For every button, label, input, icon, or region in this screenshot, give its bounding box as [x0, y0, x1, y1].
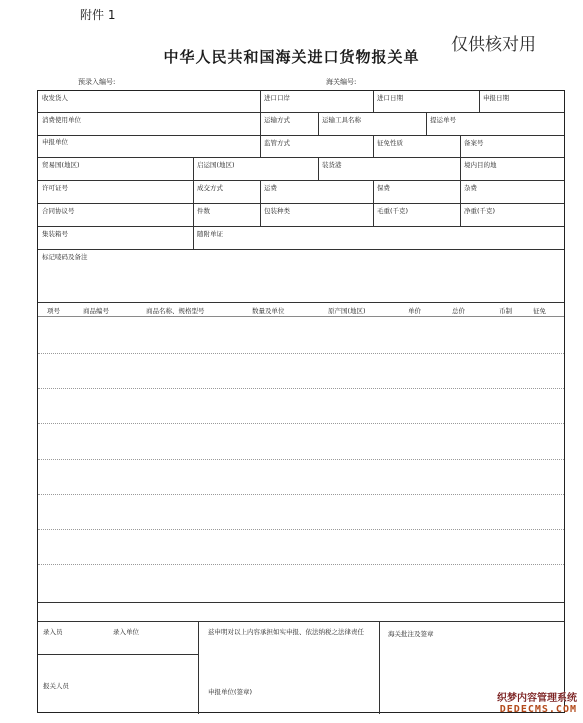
row-divider — [38, 302, 564, 303]
insurance-label: 保费 — [377, 184, 390, 192]
row-divider — [38, 157, 564, 158]
col-divider — [318, 112, 319, 135]
col-divider — [318, 157, 319, 180]
col-divider — [373, 135, 374, 157]
transport-mode-label: 运输方式 — [264, 116, 290, 124]
col-divider — [479, 91, 480, 112]
goods-col-name-spec: 商品名称、规格型号 — [146, 307, 205, 315]
footer-top-divider — [38, 621, 564, 622]
deal-mode-label: 成交方式 — [197, 184, 223, 192]
col-divider — [260, 135, 261, 157]
declaration-form — [37, 90, 565, 713]
transport-name-label: 运输工具名称 — [322, 116, 361, 124]
customs-number-label: 海关编号: — [326, 78, 357, 86]
footer-left-divider — [38, 654, 198, 655]
row-divider — [38, 249, 564, 250]
goods-col-item-no: 项号 — [47, 307, 60, 315]
goods-row-line — [38, 494, 564, 495]
goods-col-exemption: 征免 — [533, 307, 546, 315]
pre-entry-number-label: 预录入编号: — [78, 78, 116, 86]
goods-header-divider — [38, 316, 564, 317]
col-divider — [460, 157, 461, 180]
consumer-unit-label: 消费使用单位 — [42, 116, 81, 124]
levy-nature-label: 征免性质 — [377, 139, 403, 147]
goods-row-line — [38, 564, 564, 565]
declaration-statement: 兹申明对以上内容承担如实申报、依法纳税之法律责任 — [208, 628, 364, 636]
goods-col-total-price: 总价 — [452, 307, 465, 315]
freight-label: 运费 — [264, 184, 277, 192]
goods-row-line — [38, 423, 564, 424]
entry-clerk-label: 录入员 — [43, 628, 63, 636]
consignee-label: 收发货人 — [42, 94, 68, 102]
watermark-domain: DEDECMS.COM — [499, 704, 577, 715]
col-divider — [460, 135, 461, 157]
col-divider — [373, 91, 374, 112]
import-date-label: 进口日期 — [377, 94, 403, 102]
form-title: 中华人民共和国海关进口货物报关单 — [163, 48, 420, 66]
import-port-label: 进口口岸 — [264, 94, 290, 102]
origin-country-label: 启运国(地区) — [197, 161, 235, 169]
container-no-label: 集装箱号 — [42, 230, 68, 238]
goods-bottom-divider — [38, 602, 564, 603]
goods-row-line — [38, 459, 564, 460]
row-divider — [38, 180, 564, 181]
license-no-label: 许可证号 — [42, 184, 68, 192]
col-divider — [260, 91, 261, 135]
destination-label: 境内目的地 — [464, 161, 497, 169]
net-weight-label: 净重(千克) — [464, 207, 496, 215]
contract-no-label: 合同协议号 — [42, 207, 75, 215]
col-divider — [193, 180, 194, 226]
record-no-label: 备案号 — [464, 139, 484, 147]
goods-row-line — [38, 529, 564, 530]
goods-col-qty-unit: 数量及单位 — [252, 307, 285, 315]
goods-col-hs-code: 商品编号 — [83, 307, 109, 315]
trade-country-label: 贸易国(地区) — [42, 161, 80, 169]
row-divider — [38, 135, 564, 136]
goods-row-line — [38, 353, 564, 354]
bill-no-label: 提运单号 — [430, 116, 456, 124]
declarant-unit-label: 申报单位 — [42, 138, 68, 146]
site-watermark — [497, 689, 577, 715]
supervision-mode-label: 监管方式 — [264, 139, 290, 147]
goods-row-line — [38, 388, 564, 389]
goods-col-origin: 原产国(地区) — [328, 307, 366, 315]
marks-remarks-label: 标记唛码及备注 — [42, 253, 88, 261]
col-divider — [198, 621, 199, 714]
entry-unit-label: 录入单位 — [113, 628, 139, 636]
verification-stamp: 仅供核对用 — [451, 35, 536, 55]
misc-fee-label: 杂费 — [464, 184, 477, 192]
attachment-label: 附件 1 — [80, 8, 116, 22]
row-divider — [38, 203, 564, 204]
col-divider — [373, 180, 374, 226]
broker-label: 报关人员 — [43, 682, 69, 690]
watermark-title: 织梦内容管理系统 — [497, 693, 577, 704]
attached-docs-label: 随附单证 — [197, 230, 223, 238]
loading-port-label: 装货港 — [322, 161, 342, 169]
customs-approval-label: 海关批注及签章 — [388, 630, 434, 638]
col-divider — [379, 621, 380, 714]
goods-col-currency: 币制 — [499, 307, 512, 315]
goods-col-unit-price: 单价 — [408, 307, 421, 315]
declare-date-label: 申报日期 — [483, 94, 509, 102]
col-divider — [426, 112, 427, 135]
gross-weight-label: 毛重(千克) — [377, 207, 409, 215]
row-divider — [38, 226, 564, 227]
declarant-sign-label: 申报单位(签章) — [208, 688, 253, 696]
package-type-label: 包装种类 — [264, 207, 290, 215]
col-divider — [193, 157, 194, 180]
col-divider — [260, 180, 261, 226]
pieces-label: 件数 — [197, 207, 210, 215]
row-divider — [38, 112, 564, 113]
col-divider — [193, 226, 194, 249]
col-divider — [460, 180, 461, 226]
